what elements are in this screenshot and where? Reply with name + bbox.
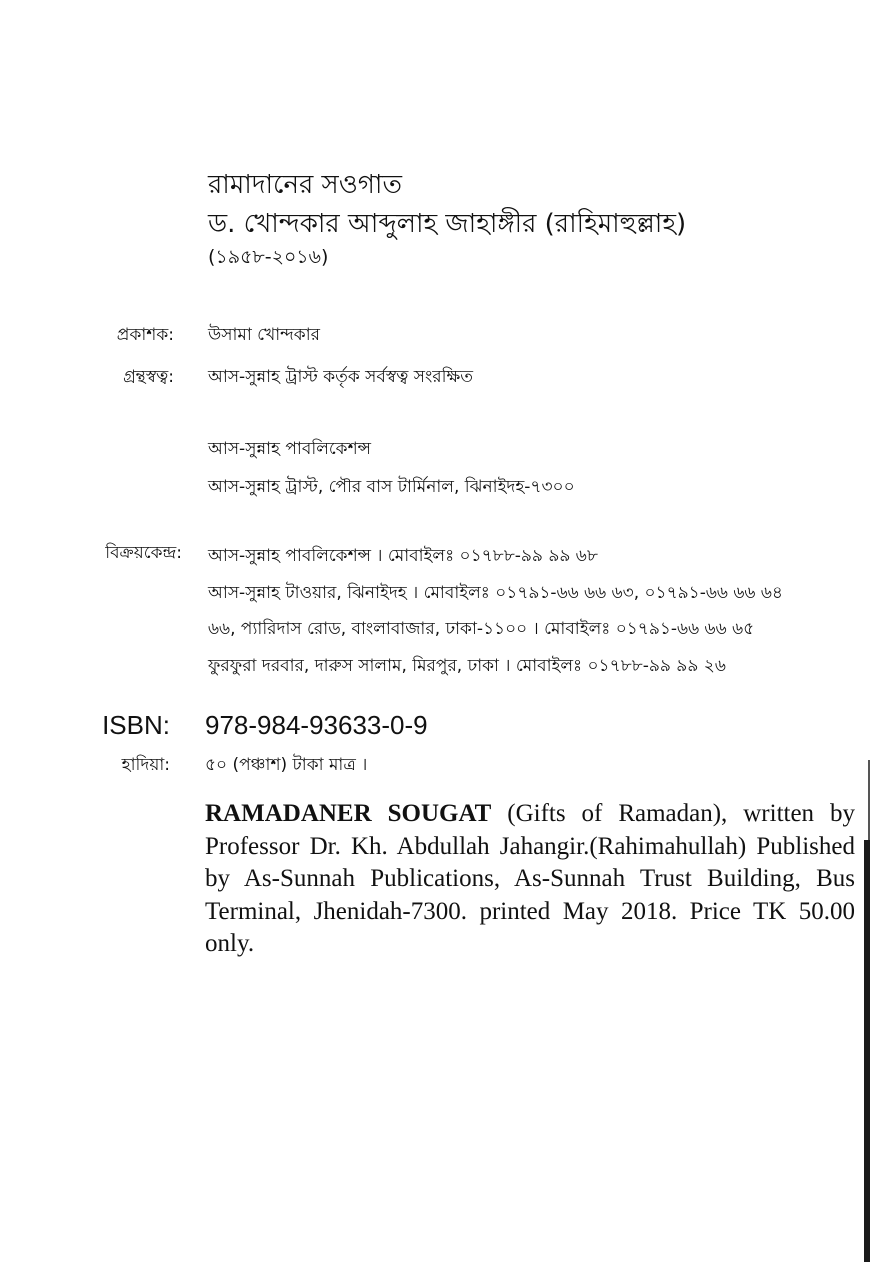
- english-text: (Gifts of Ramadan), written by Professor Dr. Kh. Abdullah Jahangir.(Rahimahullah) Published by As-Sunnah Publications, As-Sunnah Trust Building, Bus Terminal, Jhenidah-7300. printed May 2018. Price TK 50.00 only.: [205, 800, 856, 957]
- english-title: RAMADANER SOUGAT: [205, 800, 492, 827]
- sales-line: ফুরফুরা দরবার, দারুস সালাম, মিরপুর, ঢাকা । মোবাইলঃ ০১৭৮৮-৯৯ ৯৯ ২৬: [208, 655, 726, 676]
- page-edge-binding: [864, 840, 870, 1262]
- publisher-row: [0, 322, 320, 350]
- price-label: হাদিয়া:: [121, 755, 170, 775]
- sales-line: আস-সুন্নাহ টাওয়ার, ঝিনাইদহ । মোবাইলঃ ০১৭৯১-৬৬ ৬৬ ৬৩, ০১৭৯১-৬৬ ৬৬ ৬৪: [208, 582, 783, 603]
- price-value: ৫০ (পঞ্চাশ) টাকা মাত্র ।: [205, 755, 368, 775]
- copyright-label: গ্রন্থস্বত্ব:: [123, 367, 174, 387]
- book-author: ড. খোন্দকার আব্দুলাহ জাহাঙ্গীর (রাহিমাহুল্লাহ): [208, 209, 687, 239]
- book-title: রামাদানের সওগাত: [208, 170, 402, 200]
- author-years: (১৯৫৮-২০১৬): [208, 246, 329, 268]
- sales-line: ৬৬, প্যারিদাস রোড, বাংলাবাজার, ঢাকা-১১০০ । মোবাইলঃ ০১৭৯১-৬৬ ৬৬ ৬৫: [208, 619, 755, 639]
- sales-line: আস-সুন্নাহ পাবলিকেশন্স । মোবাইলঃ ০১৭৮৮-৯৯ ৯৯ ৬৮: [208, 546, 598, 566]
- isbn-value: 978-984-93633-0-9: [205, 710, 428, 740]
- title-block: [208, 168, 686, 270]
- sales-centers: [208, 538, 783, 684]
- publisher-label: প্রকাশক:: [116, 325, 174, 345]
- copyright-value: আস-সুন্নাহ ট্রাস্ট কর্তৃক সর্বস্বত্ব সংরক্ষিত: [208, 367, 473, 387]
- publication-name: আস-সুন্নাহ পাবলিকেশন্স: [208, 439, 372, 459]
- publication-address: আস-সুন্নাহ ট্রাস্ট, পৌর বাস টার্মিনাল, ঝিনাইদহ-৭৩০০: [208, 477, 575, 497]
- publisher-value: উসামা খোন্দকার: [208, 325, 320, 345]
- sales-label: বিক্রয়কেন্দ্র:: [105, 543, 182, 563]
- english-colophon: [205, 798, 855, 961]
- copyright-row: [0, 364, 473, 392]
- isbn-label: ISBN:: [102, 710, 170, 740]
- publication-info: [208, 430, 575, 506]
